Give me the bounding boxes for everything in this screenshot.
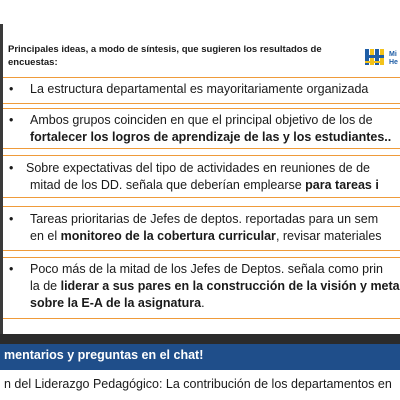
institution-logo-icon: [364, 47, 386, 67]
body-text: , revisar materiales: [275, 229, 382, 243]
summary-item-line: [30, 112, 373, 129]
summary-item-line: [30, 129, 391, 146]
body-text: Poco más de la mitad de los Jefes de Deptos. señala como prin: [30, 262, 383, 276]
ticker-bar: [0, 370, 400, 400]
chat-banner-text: mentarios y preguntas en el chat!: [4, 348, 204, 362]
summary-item-line: [30, 177, 379, 194]
summary-item-line: [26, 160, 370, 177]
summary-item-line: [30, 261, 383, 278]
emphasized-text: monitoreo de la cobertura curricular: [60, 229, 276, 243]
presentation-slide: [0, 24, 400, 334]
summary-item-box: [1, 77, 400, 104]
ticker-text: n del Liderazgo Pedagógico: La contribución de los departamentos en: [4, 377, 392, 391]
body-text: en el: [30, 229, 61, 243]
summary-item-box: [1, 206, 400, 251]
bullet-marker: •: [9, 212, 14, 226]
summary-item-line: [30, 228, 382, 245]
body-text: La estructura departamental es mayoritariamente organizada: [30, 82, 369, 96]
summary-item-box: [1, 257, 400, 319]
emphasized-text: sobre la E-A de la asignatura: [30, 296, 202, 310]
bullet-marker: •: [9, 262, 14, 276]
summary-item-box: [1, 108, 400, 149]
emphasized-text: para tareas i: [305, 178, 379, 192]
body-text: la de: [30, 279, 61, 293]
summary-item-line: [30, 211, 378, 228]
body-text: Tareas prioritarias de Jefes de deptos. reportadas para un sem: [30, 212, 379, 226]
summary-item-line: [30, 278, 400, 295]
bullet-marker: •: [9, 113, 14, 127]
summary-item-line: [30, 295, 205, 312]
slide-left-edge: [0, 24, 3, 334]
slide-title: Principales ideas, a modo de síntesis, que sugieren los resultados de encuestas:: [8, 44, 322, 68]
logo-wordmark-line-1: Mi: [389, 51, 397, 58]
body-text: mitad de los DD. señala que deberían emplearse: [30, 178, 306, 192]
chat-banner: [0, 344, 400, 370]
summary-item-line: [30, 81, 368, 98]
logo-wordmark: [389, 51, 400, 67]
body-text: .: [201, 296, 205, 310]
video-frame-top: [0, 0, 400, 24]
summary-item-box: [1, 155, 400, 198]
emphasized-text: fortalecer los logros de aprendizaje de las y los estudiantes..: [30, 130, 392, 144]
body-text: Sobre expectativas del tipo de actividades en reuniones de de: [26, 161, 370, 175]
bullet-marker: •: [9, 161, 14, 175]
logo-wordmark-line-2: He: [389, 59, 398, 66]
body-text: Ambos grupos coinciden en que el principal objetivo de los de: [30, 113, 373, 127]
emphasized-text: liderar a sus pares en la construcción de la visión y meta: [60, 279, 400, 293]
bullet-marker: •: [9, 82, 14, 96]
